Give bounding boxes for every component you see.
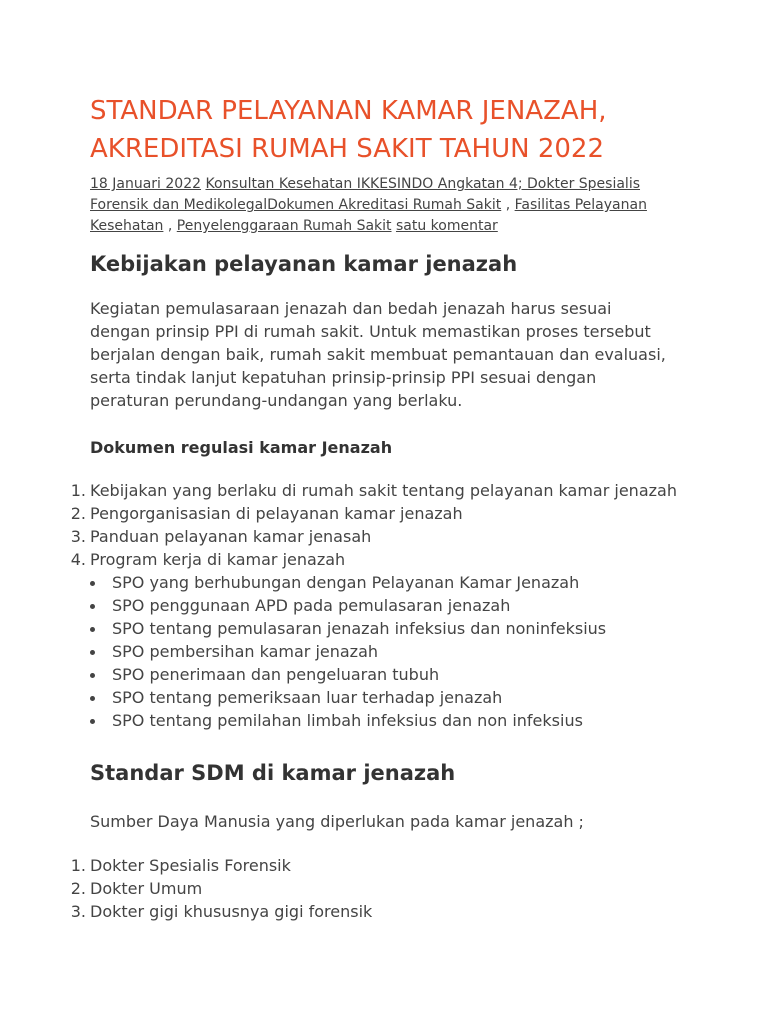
list-item [70, 525, 690, 548]
tag-link-fasilitas[interactable]: Fasilitas Pelayanan Kesehatan [90, 197, 647, 234]
list-item-text: Dokter Umum [90, 879, 203, 898]
list-item [70, 854, 690, 877]
list-number: 2. [70, 879, 86, 898]
meta-separator: , [501, 197, 515, 213]
section-heading-sdm: Standar SDM di kamar jenazah [90, 761, 456, 785]
comments-link[interactable]: satu komentar [395, 218, 498, 234]
bullet-item: SPO tentang pemulasaran jenazah infeksius dan noninfeksius [90, 617, 690, 640]
article [70, 92, 690, 923]
policy-paragraph: Kegiatan pemulasaraan jenazah dan bedah jenazah harus sesuai dengan prinsip PPI di rumah sakit. Untuk memastikan proses tersebut berjalan dengan baik, rumah sakit membuat pemantauan dan evaluasi, serta tindak lanjut kepatuhan prinsip-prinsip PPI sesuai dengan peraturan perundang-undangan yang berlaku. [90, 299, 666, 410]
bullet-item: SPO pembersihan kamar jenazah [90, 640, 690, 663]
list-number: 3. [70, 902, 86, 921]
list-number: 2. [70, 504, 86, 523]
sdm-intro-text: Sumber Daya Manusia yang diperlukan pada kamar jenazah ; [90, 812, 584, 831]
bullet-item: SPO penerimaan dan pengeluaran tubuh [90, 663, 690, 686]
list-item [70, 548, 690, 732]
list-number: 4. [70, 550, 86, 569]
list-item-text: Dokter Spesialis Forensik [90, 856, 291, 875]
list-number: 1. [70, 856, 86, 875]
bullet-item: SPO tentang pemeriksaan luar terhadap jenazah [90, 686, 690, 709]
bullet-item: SPO tentang pemilahan limbah infeksius dan non infeksius [90, 709, 690, 732]
regulation-list [70, 479, 690, 732]
article-meta [90, 174, 670, 237]
article-title: STANDAR PELAYANAN KAMAR JENAZAH, AKREDITASI RUMAH SAKIT TAHUN 2022 [90, 96, 607, 164]
categories-link[interactable]: Konsultan Kesehatan IKKESINDO Angkatan 4; Dokter Spesialis Forensik dan MedikolegalDokumen Akreditasi Rumah Sakit [90, 176, 641, 213]
list-item-text: Kebijakan yang berlaku di rumah sakit tentang pelayanan kamar jenazah [90, 481, 677, 500]
list-item [70, 877, 690, 900]
bullet-item: SPO penggunaan APD pada pemulasaran jenazah [90, 594, 690, 617]
spo-bullet-list [90, 571, 690, 732]
sdm-list [70, 854, 690, 923]
tag-link-penyelenggaraan[interactable]: Penyelenggaraan Rumah Sakit [176, 218, 392, 234]
bullet-item: SPO yang berhubungan dengan Pelayanan Kamar Jenazah [90, 571, 690, 594]
subheading-dokumen-regulasi: Dokumen regulasi kamar Jenazah [90, 438, 393, 457]
list-item [70, 502, 690, 525]
meta-separator: , [163, 218, 177, 234]
list-number: 3. [70, 527, 86, 546]
list-number: 1. [70, 481, 86, 500]
section-heading-kebijakan: Kebijakan pelayanan kamar jenazah [90, 252, 518, 276]
list-item [70, 479, 690, 502]
date-link[interactable]: 18 Januari 2022 [90, 176, 202, 192]
list-item-text: Panduan pelayanan kamar jenasah [90, 527, 372, 546]
list-item [70, 900, 690, 923]
list-item-text: Program kerja di kamar jenazah [90, 550, 346, 569]
list-item-text: Dokter gigi khususnya gigi forensik [90, 902, 373, 921]
list-item-text: Pengorganisasian di pelayanan kamar jenazah [90, 504, 463, 523]
